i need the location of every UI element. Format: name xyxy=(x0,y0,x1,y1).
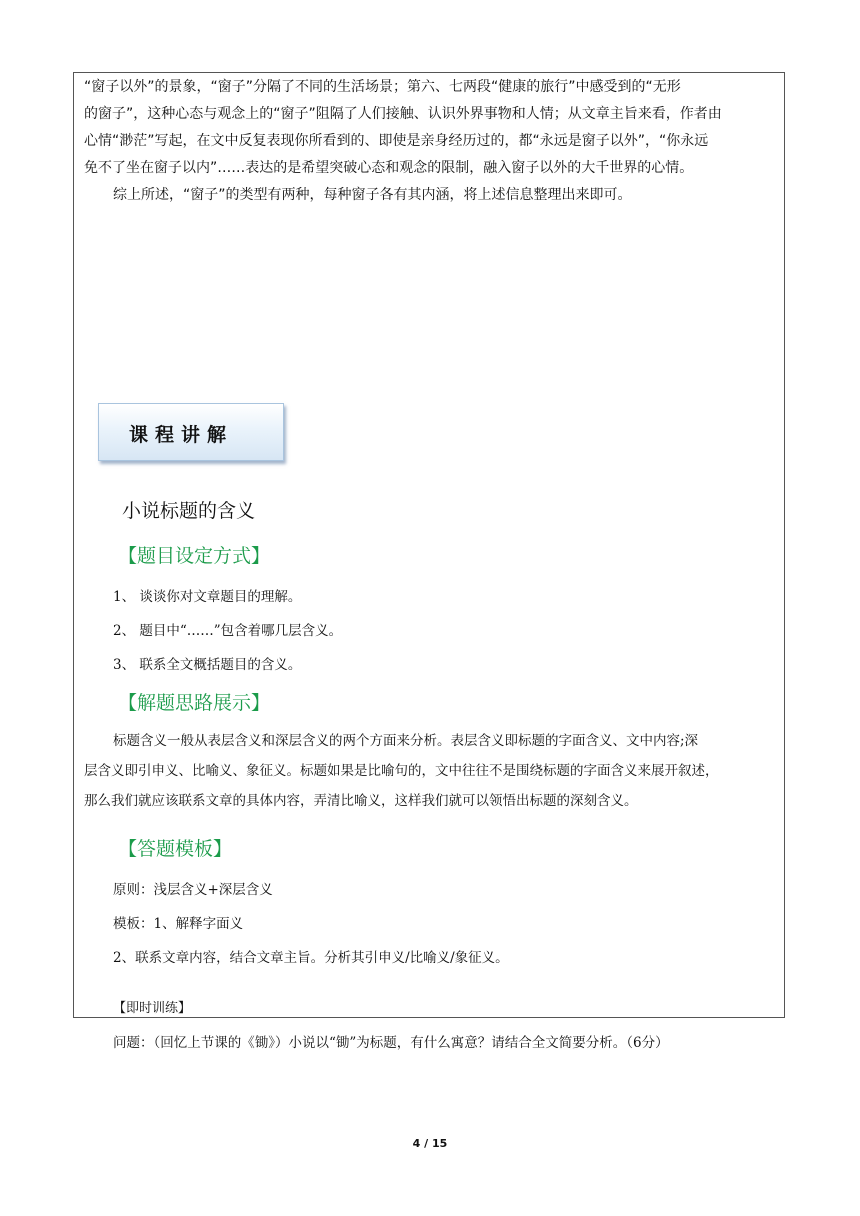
list-item: 3、 联系全文概括题目的含义。 xyxy=(113,657,302,673)
course-banner xyxy=(98,403,284,461)
page-number: 4 / 15 xyxy=(412,1137,448,1150)
banner-label: 课程讲解 xyxy=(129,424,234,446)
heading-approach: 【解题思路展示】 xyxy=(118,692,271,714)
section-title: 小说标题的含义 xyxy=(122,500,256,522)
text-line: 心情“渺茫”写起，在文中反复表现你所看到的、即使是亲身经历过的，都“永远是窗子以外”，“你永远 xyxy=(84,133,709,149)
list-item: 2、 题目中“……”包含着哪几层含义。 xyxy=(113,623,343,639)
template-step2: 2、联系文章内容，结合文章主旨。分析其引申义/比喻义/象征义。 xyxy=(113,950,509,966)
text-line: “窗子以外”的景象，“窗子”分隔了不同的生活场景；第六、七两段“健康的旅行”中感受到的“无形 xyxy=(84,79,681,95)
analysis-paragraph xyxy=(84,726,776,816)
heading-question-types: 【题目设定方式】 xyxy=(118,545,271,567)
text-line: 标题含义一般从表层含义和深层含义的两个方面来分析。表层含义即标题的字面含义、文中内容;深 xyxy=(113,733,699,749)
template-principle: 原则：浅层含义+深层含义 xyxy=(113,882,273,898)
practice-question: 问题：（回忆上节课的《锄》）小说以“锄”为标题，有什么寓意？请结合全文简要分析。（6分） xyxy=(113,1035,669,1051)
continuation-paragraph xyxy=(84,74,774,209)
text-line: 的窗子”，这种心态与观念上的“窗子”阻隔了人们接触、认识外界事物和人情；从文章主旨来看，作者由 xyxy=(84,106,722,122)
text-line: 那么我们就应该联系文章的具体内容，弄清比喻义，这样我们就可以领悟出标题的深刻含义。 xyxy=(84,793,638,809)
list-item: 1、 谈谈你对文章题目的理解。 xyxy=(113,589,302,605)
summary-line: 综上所述，“窗子”的类型有两种，每种窗子各有其内涵，将上述信息整理出来即可。 xyxy=(113,187,632,203)
text-line: 免不了坐在窗子以内”……表达的是希望突破心态和观念的限制，融入窗子以外的大千世界的心情。 xyxy=(84,160,694,176)
practice-heading: 【即时训练】 xyxy=(113,1001,192,1016)
heading-answer-template: 【答题模板】 xyxy=(118,838,233,860)
text-line: 层含义即引申义、比喻义、象征义。标题如果是比喻句的，文中往往不是围绕标题的字面含义来展开叙述， xyxy=(84,763,719,779)
template-model: 模板：1、解释字面义 xyxy=(113,916,244,932)
